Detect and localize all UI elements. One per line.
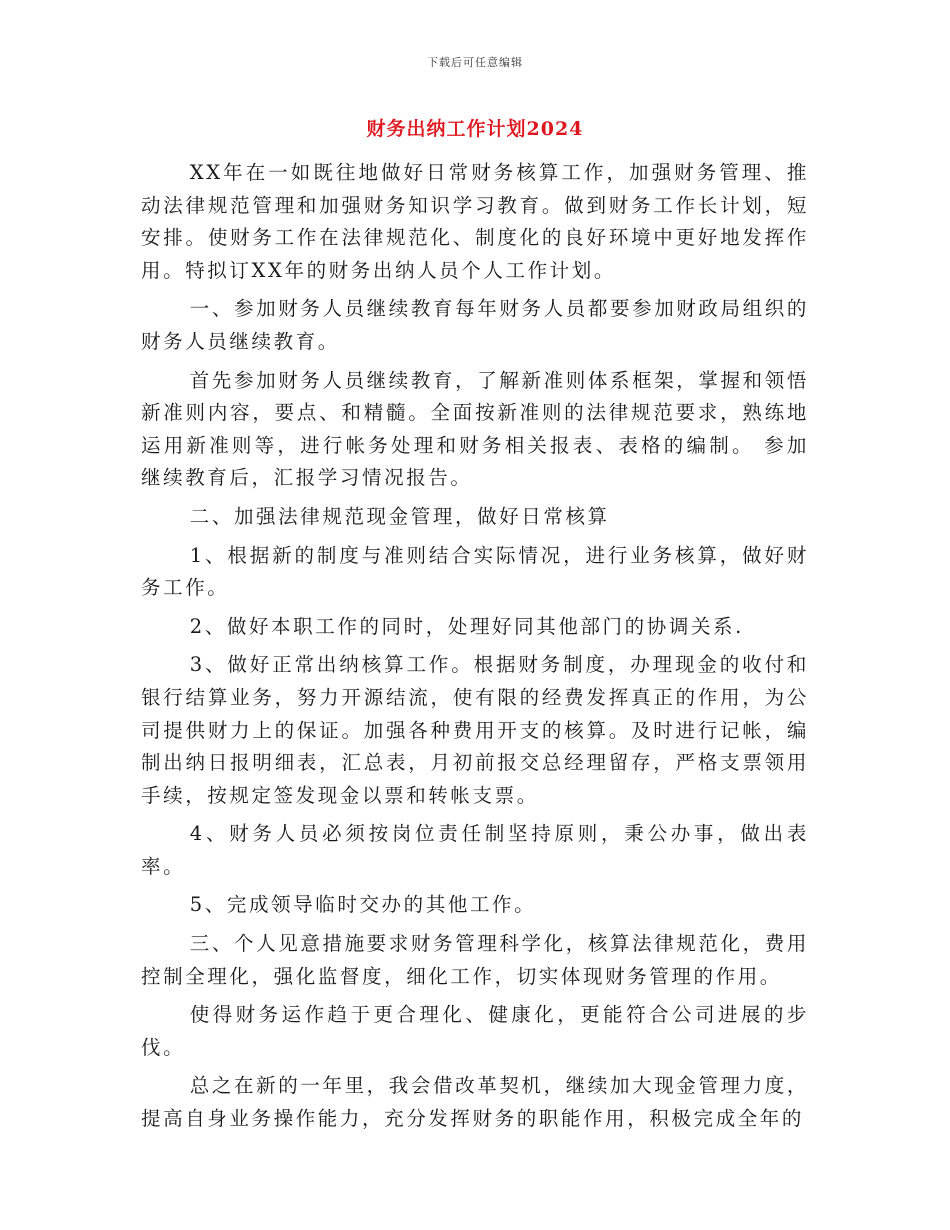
paragraph-item-5: 5、完成领导临时交办的其他工作。 [189,893,537,917]
paragraph-section-3: 三、个人见意措施要求财务管理科学化，核算法律规范化，费用控制全理化，强化监督度，细化工作，切实体现财务管理的作用。 [141,932,809,988]
paragraph-intro: XX年在一如既往地做好日常财务核算工作，加强财务管理、推动法律规范管理和加强财务知识学习教育。做到财务工作长计划，短安排。使财务工作在法律规范化、制度化的良好环境中更好地发挥作用。特拟订XX年的财务出纳人员个人工作计划。 [141,161,809,282]
paragraph-rationalization: 使得财务运作趋于更合理化、健康化，更能符合公司进展的步伐。 [141,1003,809,1059]
paragraph-section-2: 二、加强法律规范现金管理，做好日常核算 [189,504,610,528]
paragraph-section-1: 一、参加财务人员继续教育每年财务人员都要参加财政局组织的财务人员继续教育。 [141,297,809,353]
paragraph-item-3: 3、做好正常出纳核算工作。根据财务制度，办理现金的收付和银行结算业务，努力开源结流，使有限的经费发挥真正的作用，为公司提供财力上的保证。加强各种费用开支的核算。及时进行记帐，编制出纳日报明细表，汇总表，月初前报交总经理留存，严格支票领用手续，按规定签发现金以票和转帐支票。 [141,653,809,807]
paragraph-conclusion: 总之在新的一年里，我会借改革契机，继续加大现金管理力度，提高自身业务操作能力，充分发挥财务的职能作用，积极完成全年的 [141,1074,809,1131]
paragraph-continuing-education: 首先参加财务人员继续教育，了解新准则体系框架，掌握和领悟新准则内容，要点、和精髓。全面按新准则的法律规范要求，熟练地运用新准则等，进行帐务处理和财务相关报表、表格的编制。 参加继续教育后，汇报学习情况报告。 [141,368,809,490]
paragraph-item-2: 2、做好本职工作的同时，处理好同其他部门的协调关系. [189,614,744,638]
document-body [141,157,809,1142]
header-note: 下载后可任意编辑 [427,56,523,69]
paragraph-item-4: 4、财务人员必须按岗位责任制坚持原则，秉公办事，做出表率。 [141,822,809,878]
page-title: 财务出纳工作计划2024 [366,118,584,140]
paragraph-item-1: 1、根据新的制度与准则结合实际情况，进行业务核算，做好财务工作。 [141,543,809,600]
